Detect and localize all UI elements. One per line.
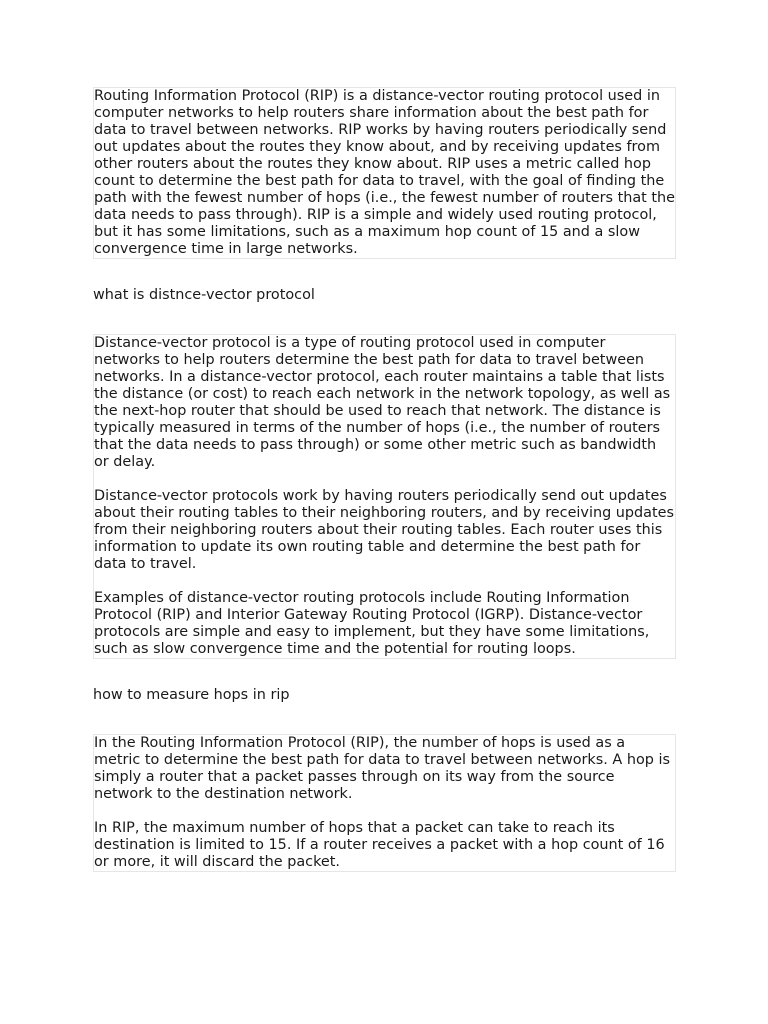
answer-paragraph: Distance-vector protocols work by having routers periodically send out updates about their routing tables to their neighboring routers, and by receiving updates from their neighboring routers about their routing tables. Each router uses this information to update its own routing table and determine the best path for data to travel. xyxy=(94,488,674,572)
answer-paragraph: In RIP, the maximum number of hops that a packet can take to reach its destination is limited to 15. If a router receives a packet with a hop count of 16 or more, it will discard the packet. xyxy=(94,820,665,870)
conversation xyxy=(93,87,676,872)
question-text: how to measure hops in rip xyxy=(93,687,290,703)
answer-paragraph: In the Routing Information Protocol (RIP), the number of hops is used as a metric to determine the best path for data to travel between networks. A hop is simply a router that a packet passes through on its way from the source network to the destination network. xyxy=(94,735,670,802)
answer-block xyxy=(93,334,676,659)
question-text: what is distnce-vector protocol xyxy=(93,287,315,303)
answer-paragraph: Routing Information Protocol (RIP) is a distance-vector routing protocol used in computer networks to help routers share information about the best path for data to travel between networks. RIP works by having routers periodically send out updates about the routes they know about, and by receiving updates from other routers about the routes they know about. RIP uses a metric called hop count to determine the best path for data to travel, with the goal of finding the path with the fewest number of hops (i.e., the fewest number of routers that the data needs to pass through). RIP is a simple and widely used routing protocol, but it has some limitations, such as a maximum hop count of 15 and a slow convergence time in large networks. xyxy=(94,88,675,257)
answer-paragraph: Examples of distance-vector routing protocols include Routing Information Protocol (RIP) and Interior Gateway Routing Protocol (IGRP). Distance-vector protocols are simple and easy to implement, but they have some limitations, such as slow convergence time and the potential for routing loops. xyxy=(94,590,650,657)
answer-paragraph: Distance-vector protocol is a type of routing protocol used in computer networks to help routers determine the best path for data to travel between networks. In a distance-vector protocol, each router maintains a table that lists the distance (or cost) to reach each network in the network topology, as well as the next-hop router that should be used to reach that network. The distance is typically measured in terms of the number of hops (i.e., the number of routers that the data needs to pass through) or some other metric such as bandwidth or delay. xyxy=(94,335,671,470)
answer-block xyxy=(93,734,676,872)
answer-block xyxy=(93,87,676,259)
